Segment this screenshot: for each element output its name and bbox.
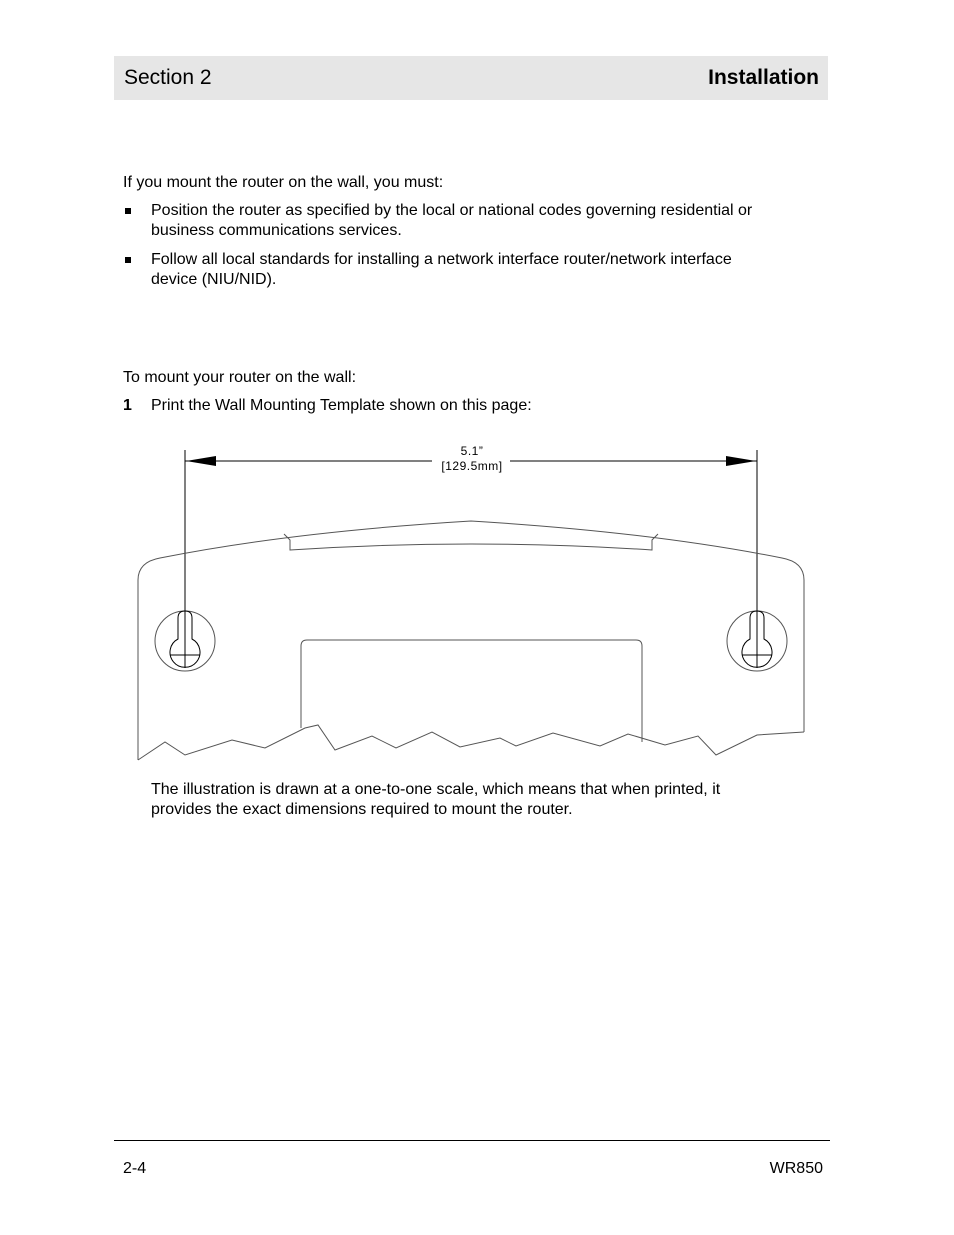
- bullet-text: Follow all local standards for installing a network interface router/network interface device (NIU/NID).: [151, 251, 732, 288]
- intro-text: If you mount the router on the wall, you must:: [123, 174, 444, 191]
- section-title: Installation: [708, 66, 819, 89]
- left-arrow-icon: [186, 456, 216, 466]
- right-arrow-icon: [726, 456, 756, 466]
- bullet-text: Position the router as specified by the local or national codes governing residential or business communications services.: [151, 202, 753, 239]
- dimension-label: 5.1” [129.5mm]: [441, 444, 503, 473]
- router-cut-edge: [138, 725, 804, 760]
- scale-note: The illustration is drawn at a one-to-one scale, which means that when printed, it provides the exact dimensions required to mount the router.: [151, 781, 721, 818]
- step-text: Print the Wall Mounting Template shown on this page:: [151, 397, 532, 414]
- product-name: WR850: [769, 1160, 823, 1177]
- procedure-intro: To mount your router on the wall:: [123, 369, 357, 386]
- router-top-notch: [284, 534, 658, 550]
- router-center-recess: [301, 640, 642, 742]
- footer-divider: [114, 1140, 830, 1141]
- section-label: Section 2: [124, 66, 212, 89]
- page-number: 2-4: [123, 1160, 147, 1177]
- step-number: 1: [123, 397, 132, 414]
